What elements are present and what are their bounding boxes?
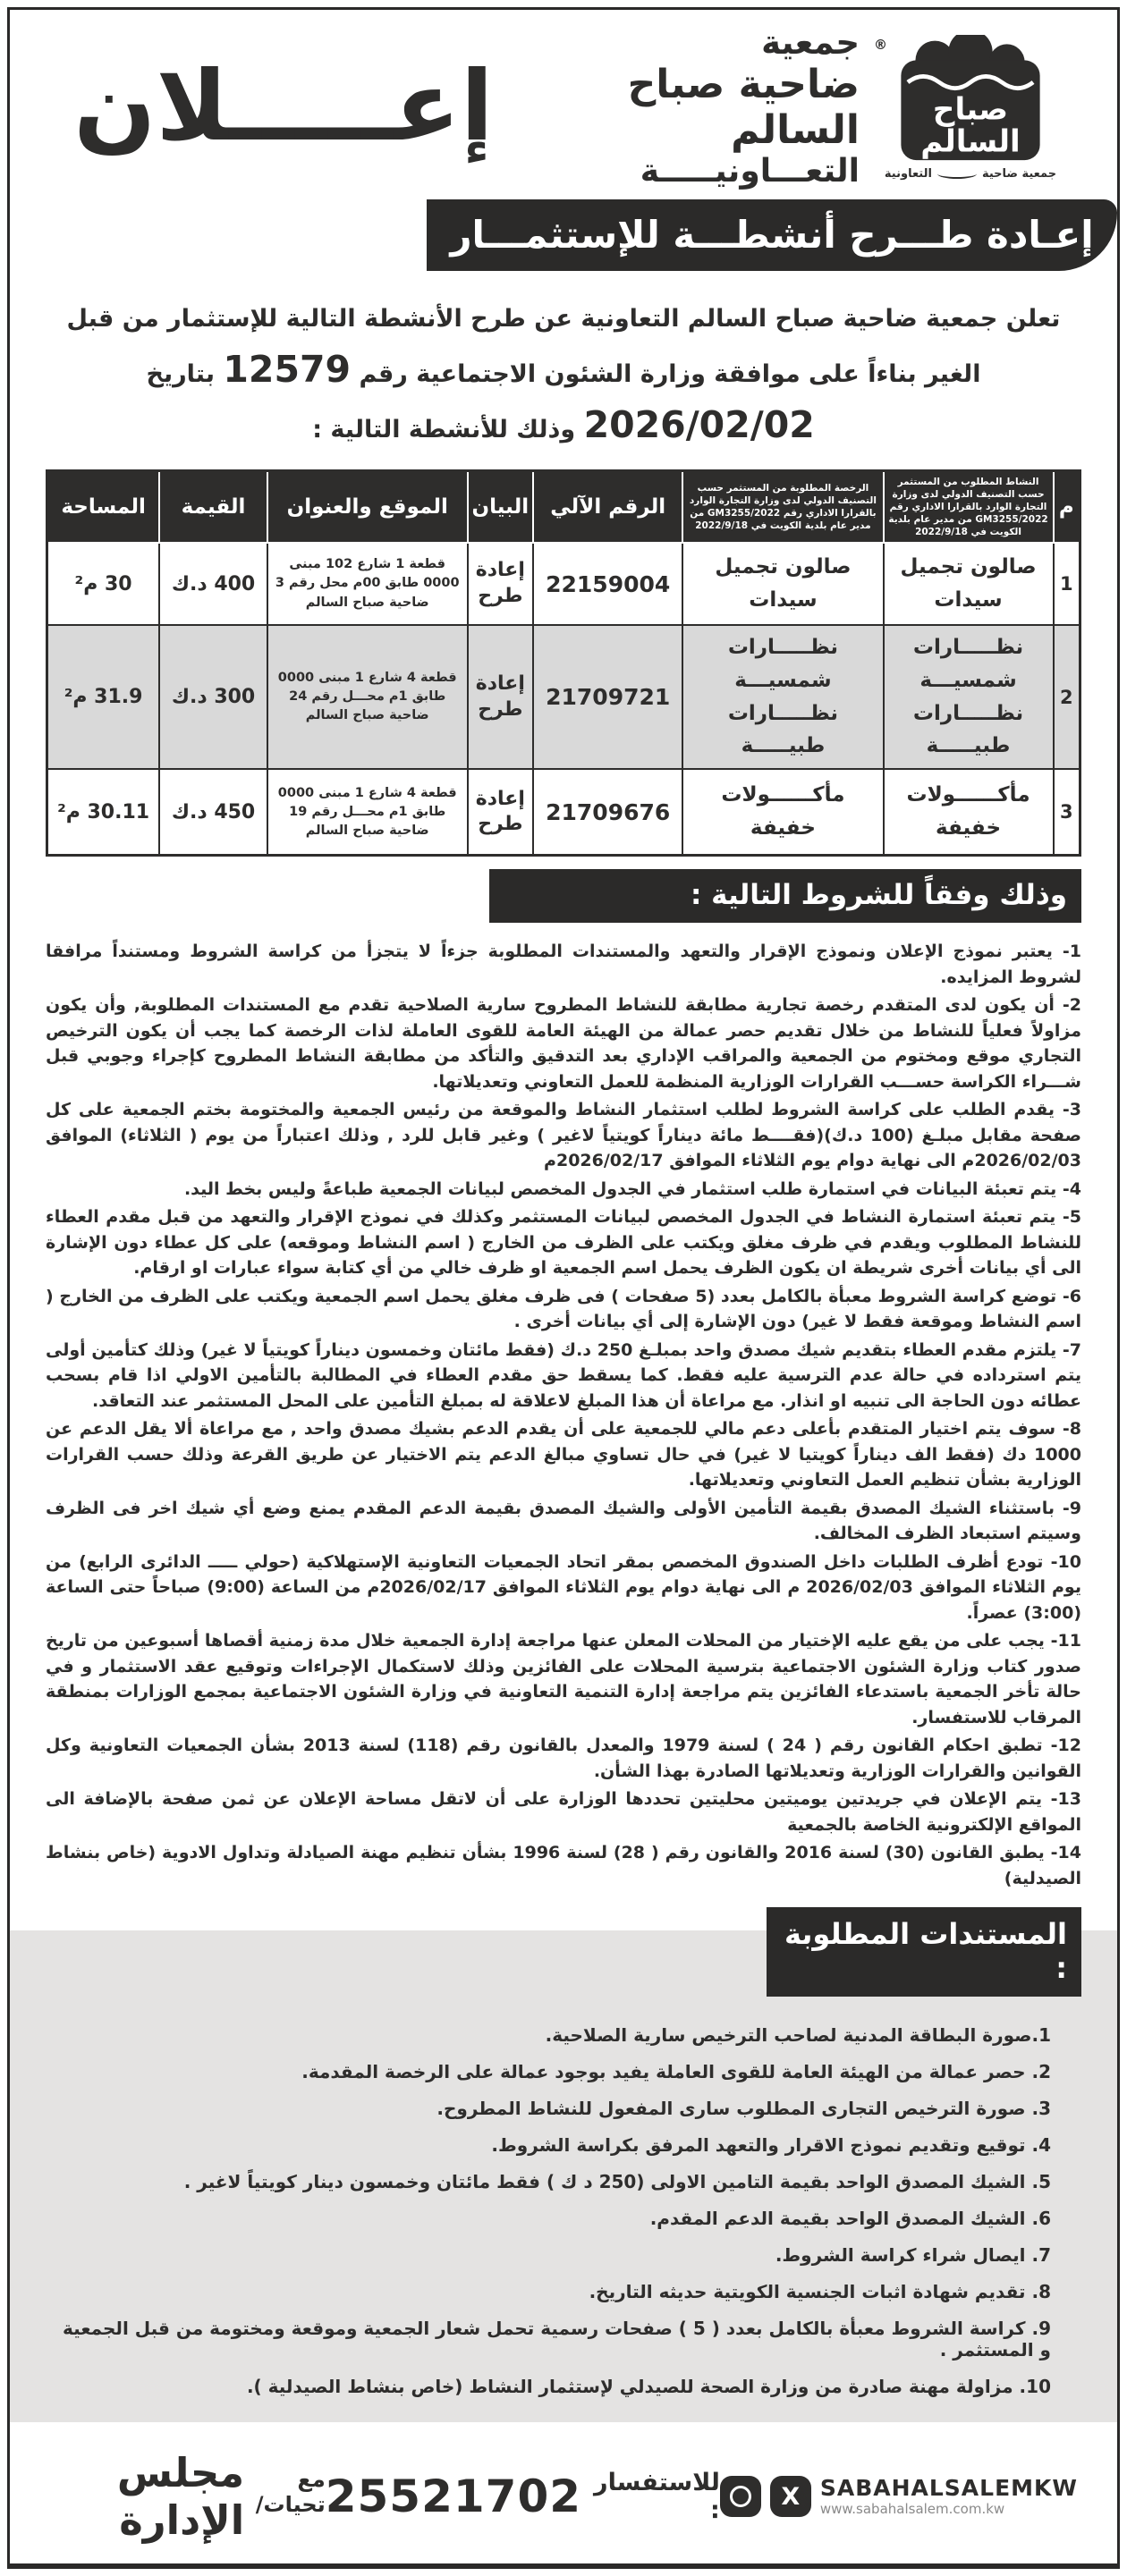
condition-item: 8- سوف يتم اختيار المتقدم بأعلى دعم مالي للجمعية على أن يقدم الدعم بشيك مصدق واحد , مع مراعاة ألا يقل الدعم عن 1000 دك (فقط الف ديناراً كويتيا لا غير) في حال تساوي مبالغ الدعم يتم الاختيار عن طريق القرعة وذلك حسب القرارات الوزارية بشأن تنظيم العمل التعاوني وتعديلاتها.	[46, 1419, 1081, 1491]
condition-item: 9- باستثناء الشيك المصدق بقيمة التأمين الأولى والشيك المصدق بقيمة الدعم المقدم يمنع وضع أي شيك اخر فى الظرف وسيتم استبعاد الظرف المخالف.	[46, 1498, 1081, 1544]
society-name-line1: جمعية	[761, 23, 860, 63]
row2-area: 31.9 م²	[47, 625, 160, 769]
x-icon: X	[770, 2476, 811, 2517]
col-header-auto-number: الرقم الآلي	[533, 471, 682, 544]
document-item: 6. الشيك المصدق الواحد بقيمة الدعم المقدم.	[649, 2208, 1051, 2230]
row3-license: مأكــــــولات خفيفة	[682, 769, 883, 856]
instagram-icon	[720, 2476, 761, 2517]
intro-paragraph	[51, 294, 1076, 455]
col-header-statement: البيان	[468, 471, 534, 544]
reoffer-banner: إعـادة طـــرح أنشطـــة للإستثمـــار	[427, 199, 1117, 271]
condition-item: 12- تطبق احكام القانون رقم ( 24 ) لسنة 1979 والمعدل بالقانون رقم (118) لسنة 2013 بشأن الجمعيات التعاونية وكل القوانين والقرارات الوزارية وتعديلاتها الصادرة بهذا الشأن.	[46, 1736, 1081, 1781]
row1-area: 30 م²	[47, 543, 160, 625]
condition-item: 11- يجب على من يقع عليه الإختيار من المحلات المعلن عنها مراجعة إدارة الجمعية خلال مدة زمنية أقصاها أسبوعين من تاريخ صدور كتاب وزارة الشئون الاجتماعية بترسية المحلات على الفائزين وذلك لاستكمال الإجراءات وتوقيع عقد الاستثمار و في حالة تأخر الجمعية باستدعاء الفائزين يتم مراجعة إدارة التنمية التعاونية في وزارة الشئون الاجتماعية بمجمع الوزارات بمنطقة المرقاب للاستفسار.	[46, 1631, 1081, 1727]
col-header-location: الموقع والعنوان	[267, 471, 468, 544]
advertisement-page	[7, 7, 1120, 2569]
documents-section	[10, 1917, 1117, 2422]
document-item: 7. ايصال شراء كراسة الشروط.	[775, 2244, 1051, 2267]
document-item: 10. مزاولة مهنة صادرة من وزارة الصحة للصيدلي لإستثمار النشاط (خاص بنشاط الصيدلية ).	[246, 2376, 1051, 2398]
sabah-alsalem-logo-icon	[883, 35, 1058, 162]
social-text	[820, 2476, 1078, 2517]
document-item: 2. حصر عمالة من الهيئة العامة للقوى العاملة يفيد بوجود عمالة على الرخصة المقدمة.	[301, 2061, 1051, 2083]
social-block	[720, 2476, 1078, 2517]
row2-location: قطعة 4 شارع 1 مبنى 0000 طابق 1م محـــل رقم 24 ضاحية صباح السالم	[267, 625, 468, 769]
logo-tagline-right: جمعية ضاحية	[981, 166, 1057, 181]
row2-auto-number: 21709721	[533, 625, 682, 769]
approval-date: 2026/02/02	[583, 403, 815, 446]
header	[46, 10, 1081, 192]
regards-prefix: مع تحيات/	[255, 2467, 326, 2518]
row1-activity: صالون تجميل سيدات	[884, 543, 1054, 625]
row2-activity: نظـــــارات شمسيـــة نظـــــارات طبيـــــة	[884, 625, 1054, 769]
col-header-index: م	[1054, 471, 1080, 544]
row1-value: 400 د.ك	[159, 543, 267, 625]
board-of-directors-signature: مجلس الإدارة	[116, 2449, 245, 2545]
conditions-list	[46, 939, 1081, 1891]
row2-value: 300 د.ك	[159, 625, 267, 769]
logo-brand-bottom: السالم	[920, 123, 1021, 160]
condition-item: 7- يلتزم مقدم العطاء بتقديم شيك مصدق واحد بمبلـغ 250 د.ك (فقط مائتان وخمسون ديناراً كويتياً لا غير) وذلك كتأمين أولى يتم استرداده في حالة عدم الترسية عليه فقط. كما يسقط حق مقدم العطاء في المطالبة بالتأمين الاولي اذا قام بسحب عطائه دون الحاجة الى تنبيه او انذار. مع مراعاة أن هذا المبلغ لاعلاقة له بمبلغ التأمين على المحل المستثمر عند التعاقد.	[46, 1339, 1081, 1411]
society-name-line2: ضاحية صباح السالم	[627, 61, 860, 153]
document-item: 4. توقيع وتقديم نموذج الاقرار والتعهد المرفق بكراسة الشروط.	[491, 2134, 1051, 2157]
logo-brand-top: صباح	[932, 91, 1009, 128]
row3-location: قطعة 4 شارع 1 مبنى 0000 طابق 1م محـــل رقم 19 ضاحية صباح السالم	[267, 769, 468, 856]
intro-text-tail: وذلك للأنشطة التالية :	[312, 416, 576, 443]
inquiry-phone-number: 25521702	[325, 2470, 582, 2523]
row1-location: قطعة 1 شارع 102 مبنى 0000 طابق 00م محل رقم 3 ضاحية صباح السالم	[267, 543, 468, 625]
condition-item: 4- يتم تعبئة البيانات في استمارة طلب استثمار في الجدول المخصص لبيانات الجمعية طباعةً وليس بخط اليد.	[183, 1178, 1081, 1199]
document-item: 1.صورة البطاقة المدنية لصاحب الترخيص سارية الصلاحية.	[545, 2024, 1051, 2047]
logo-tagline-left: التعاونية	[884, 166, 932, 181]
col-header-value: القيمة	[159, 471, 267, 544]
row3-activity: مأكــــــولات خفيفة	[884, 769, 1054, 856]
footer	[46, 2422, 1081, 2563]
row3-auto-number: 21709676	[533, 769, 682, 856]
registered-trademark-icon: ®	[874, 36, 887, 53]
society-name	[521, 24, 860, 190]
row1-index: 1	[1054, 543, 1080, 625]
row3-statement: إعادة طرح	[468, 769, 534, 856]
condition-item: 13- يتم الإعلان في جريدتين يوميتين محليتين تحددها الوزارة على أن لاتقل مساحة الإعلان عن ثمن صفحة بالإضافة الى المواقع الإلكترونية الخاصة بالجمعية	[46, 1789, 1081, 1835]
table-row	[47, 625, 1080, 769]
row3-value: 450 د.ك	[159, 769, 267, 856]
inquiry-block	[326, 2469, 720, 2524]
society-logo	[860, 35, 1081, 181]
swoosh-icon	[937, 169, 977, 179]
row3-area: 30.11 م²	[47, 769, 160, 856]
row3-index: 3	[1054, 769, 1080, 856]
table-row	[47, 769, 1080, 856]
row2-index: 2	[1054, 625, 1080, 769]
condition-item: 5- يتم تعبئة استمارة النشاط في الجدول المخصص لبيانات المستثمر وكذلك في نموذج الإقرار والتعهد من قبل مقدم العطاء للنشاط المطلوب ويقدم في ظرف مغلق ويكتب على الظرف من الخارج ( اسم النشاط وموقعه) على كل عطاء دون الإشارة الى أي بيانات أخرى شريطة ان يكون الظرف يحمل اسم الجمعية او ظرف خالي من أي كتابة سواء عبارات او ارقام.	[46, 1207, 1081, 1279]
condition-item: 2- أن يكون لدى المتقدم رخصة تجارية مطابقة للنشاط المطروح سارية الصلاحية تقدم مع المستندات المطلوبة, وأن يكون مزاولاً فعلياً للنشاط من خلال تقديم حصر عمالة من الهيئة العامة للقوى العاملة لذات الرخصة كما يجب أن يكون الترخيص التجاري موقع ومختوم من الجمعية والمراقب الإداري بعد التدقيق والتأكد من مطابقة النشاط المطروح كإجراء وجوبي قبل شـــراء الكراسة حســـب القرارات الوزارية المنظمة للعمل التعاوني وتعديلاتها.	[46, 995, 1081, 1092]
condition-item: 1- يعتبر نموذج الإعلان ونموذج الإقرار والتعهد والمستندات المطلوبة جزءاً لا يتجزأ من كراسة الشروط ومستنداً مرافقا لشروط المزايده.	[46, 942, 1081, 987]
conditions-title: وذلك وفقاً للشروط التالية :	[489, 869, 1081, 923]
inquiry-label: للاستفسار :	[594, 2469, 720, 2525]
documents-title: المستندات المطلوبة :	[767, 1907, 1081, 1997]
document-item: 8. تقديم شهادة اثبات الجنسية الكويتية حديثه التاريخ.	[589, 2281, 1051, 2303]
document-item: 5. الشيك المصدق الواحد بقيمة التامين الاولى (250 د ك ) فقط مائتان وخمسون دينار كويتياً لاغير .	[183, 2171, 1051, 2193]
table-header-row	[47, 471, 1080, 544]
condition-item: 6- توضع كراسة الشروط معبأة بالكامل بعدد (5 صفحات ) فى ظرف مغلق يحمل اسم الجمعية ويكتب على الظرف من الخارج ( اسم النشاط وموقعة فقط لا غير) دون الإشارة إلى أي بيانات أخرى .	[46, 1286, 1081, 1332]
row1-statement: إعادة طرح	[468, 543, 534, 625]
col-header-license: الرخصة المطلوبة من المستثمر حسب التصنيف الدولي لدى وزارة التجارة الوارد بالقرارا الاداري رقم GM3255/2022 من مدير عام بلدية الكويت في 2022/9/18	[682, 471, 883, 544]
approval-number: 12579	[223, 348, 352, 391]
condition-item: 3- يقدم الطلب على كراسة الشروط لطلب استثمار النشاط والموقعة من رئيس الجمعية والمختومة بختم الجمعية على كل صفحة مقابل مبلـغ (100 د.ك)(فقــــط مائة ديناراً كويتياً لاغير ) وغير قابل للرد , وذلك اعتباراً من يوم ( الثلاثاء) الموافق 2026/02/03م الى نهاية دوام يوم الثلاثاء الموافق 2026/02/17م	[46, 1100, 1081, 1171]
logo-tagline	[860, 167, 1081, 181]
table-row	[47, 543, 1080, 625]
row1-license: صالون تجميل سيدات	[682, 543, 883, 625]
condition-item: 14- يطبق القانون (30) لسنة 2016 والقانون رقم ( 28) لسنة 1996 بشأن تنظيم مهنة الصيادلة وتداول الادوية (خاص بنشاط الصيدلية)	[46, 1843, 1081, 1888]
condition-item: 10- تودع أظرف الطلبات داخل الصندوق المخصص بمقر اتحاد الجمعيات التعاونية الإستهلاكية (حولي ـــــ الدائرى الرابع) من يوم الثلاثاء الموافق 2026/02/03 م الى نهاية دوام يوم الثلاثاء الموافق 2026/02/17م من الساعة (9:00) صباحاً حتى الساعة (3:00) عصراً.	[46, 1551, 1081, 1623]
document-item: 9. كراسة الشروط معبأة بالكامل بعدد ( 5 ) صفحات رسمية تحمل شعار الجمعية وموقعة ومختومة من قبل الجمعية و المستثمر .	[63, 2318, 1051, 2361]
announcement-title: إعـــــلان	[73, 51, 494, 163]
intro-text-pre: تعلن جمعية ضاحية صباح السالم التعاونية عن طرح الأنشطة التالية للإستثمار من قبل الغير بناءاً على موافقة وزارة الشئون الاجتماعية رقم	[66, 305, 1061, 388]
col-header-activity: النشاط المطلوب من المستثمر حسب التصنيف الدولي لدى وزارة التجارة الوارد بالقرارا الاداري رقم GM3255/2022 من مدير عام بلدية الكويت في 2022/9/18	[884, 471, 1054, 544]
document-item: 3. صورة الترخيص التجارى المطلوب سارى المفعول للنشاط المطروح.	[436, 2098, 1051, 2120]
row2-statement: إعادة طرح	[468, 625, 534, 769]
activities-table	[46, 469, 1081, 857]
row2-license: نظـــــارات شمسيـــة نظـــــارات طبيـــــة	[682, 625, 883, 769]
col-header-area: المساحة	[47, 471, 160, 544]
row1-auto-number: 22159004	[533, 543, 682, 625]
regards-block	[49, 2449, 326, 2544]
society-name-line3: التعـــاونيـــــة	[640, 153, 860, 190]
social-handle: SABAHALSALEMKW	[819, 2475, 1078, 2502]
intro-text-mid: بتاريخ	[146, 360, 215, 388]
website-url: www.sabahalsalem.com.kw	[819, 2500, 1005, 2517]
